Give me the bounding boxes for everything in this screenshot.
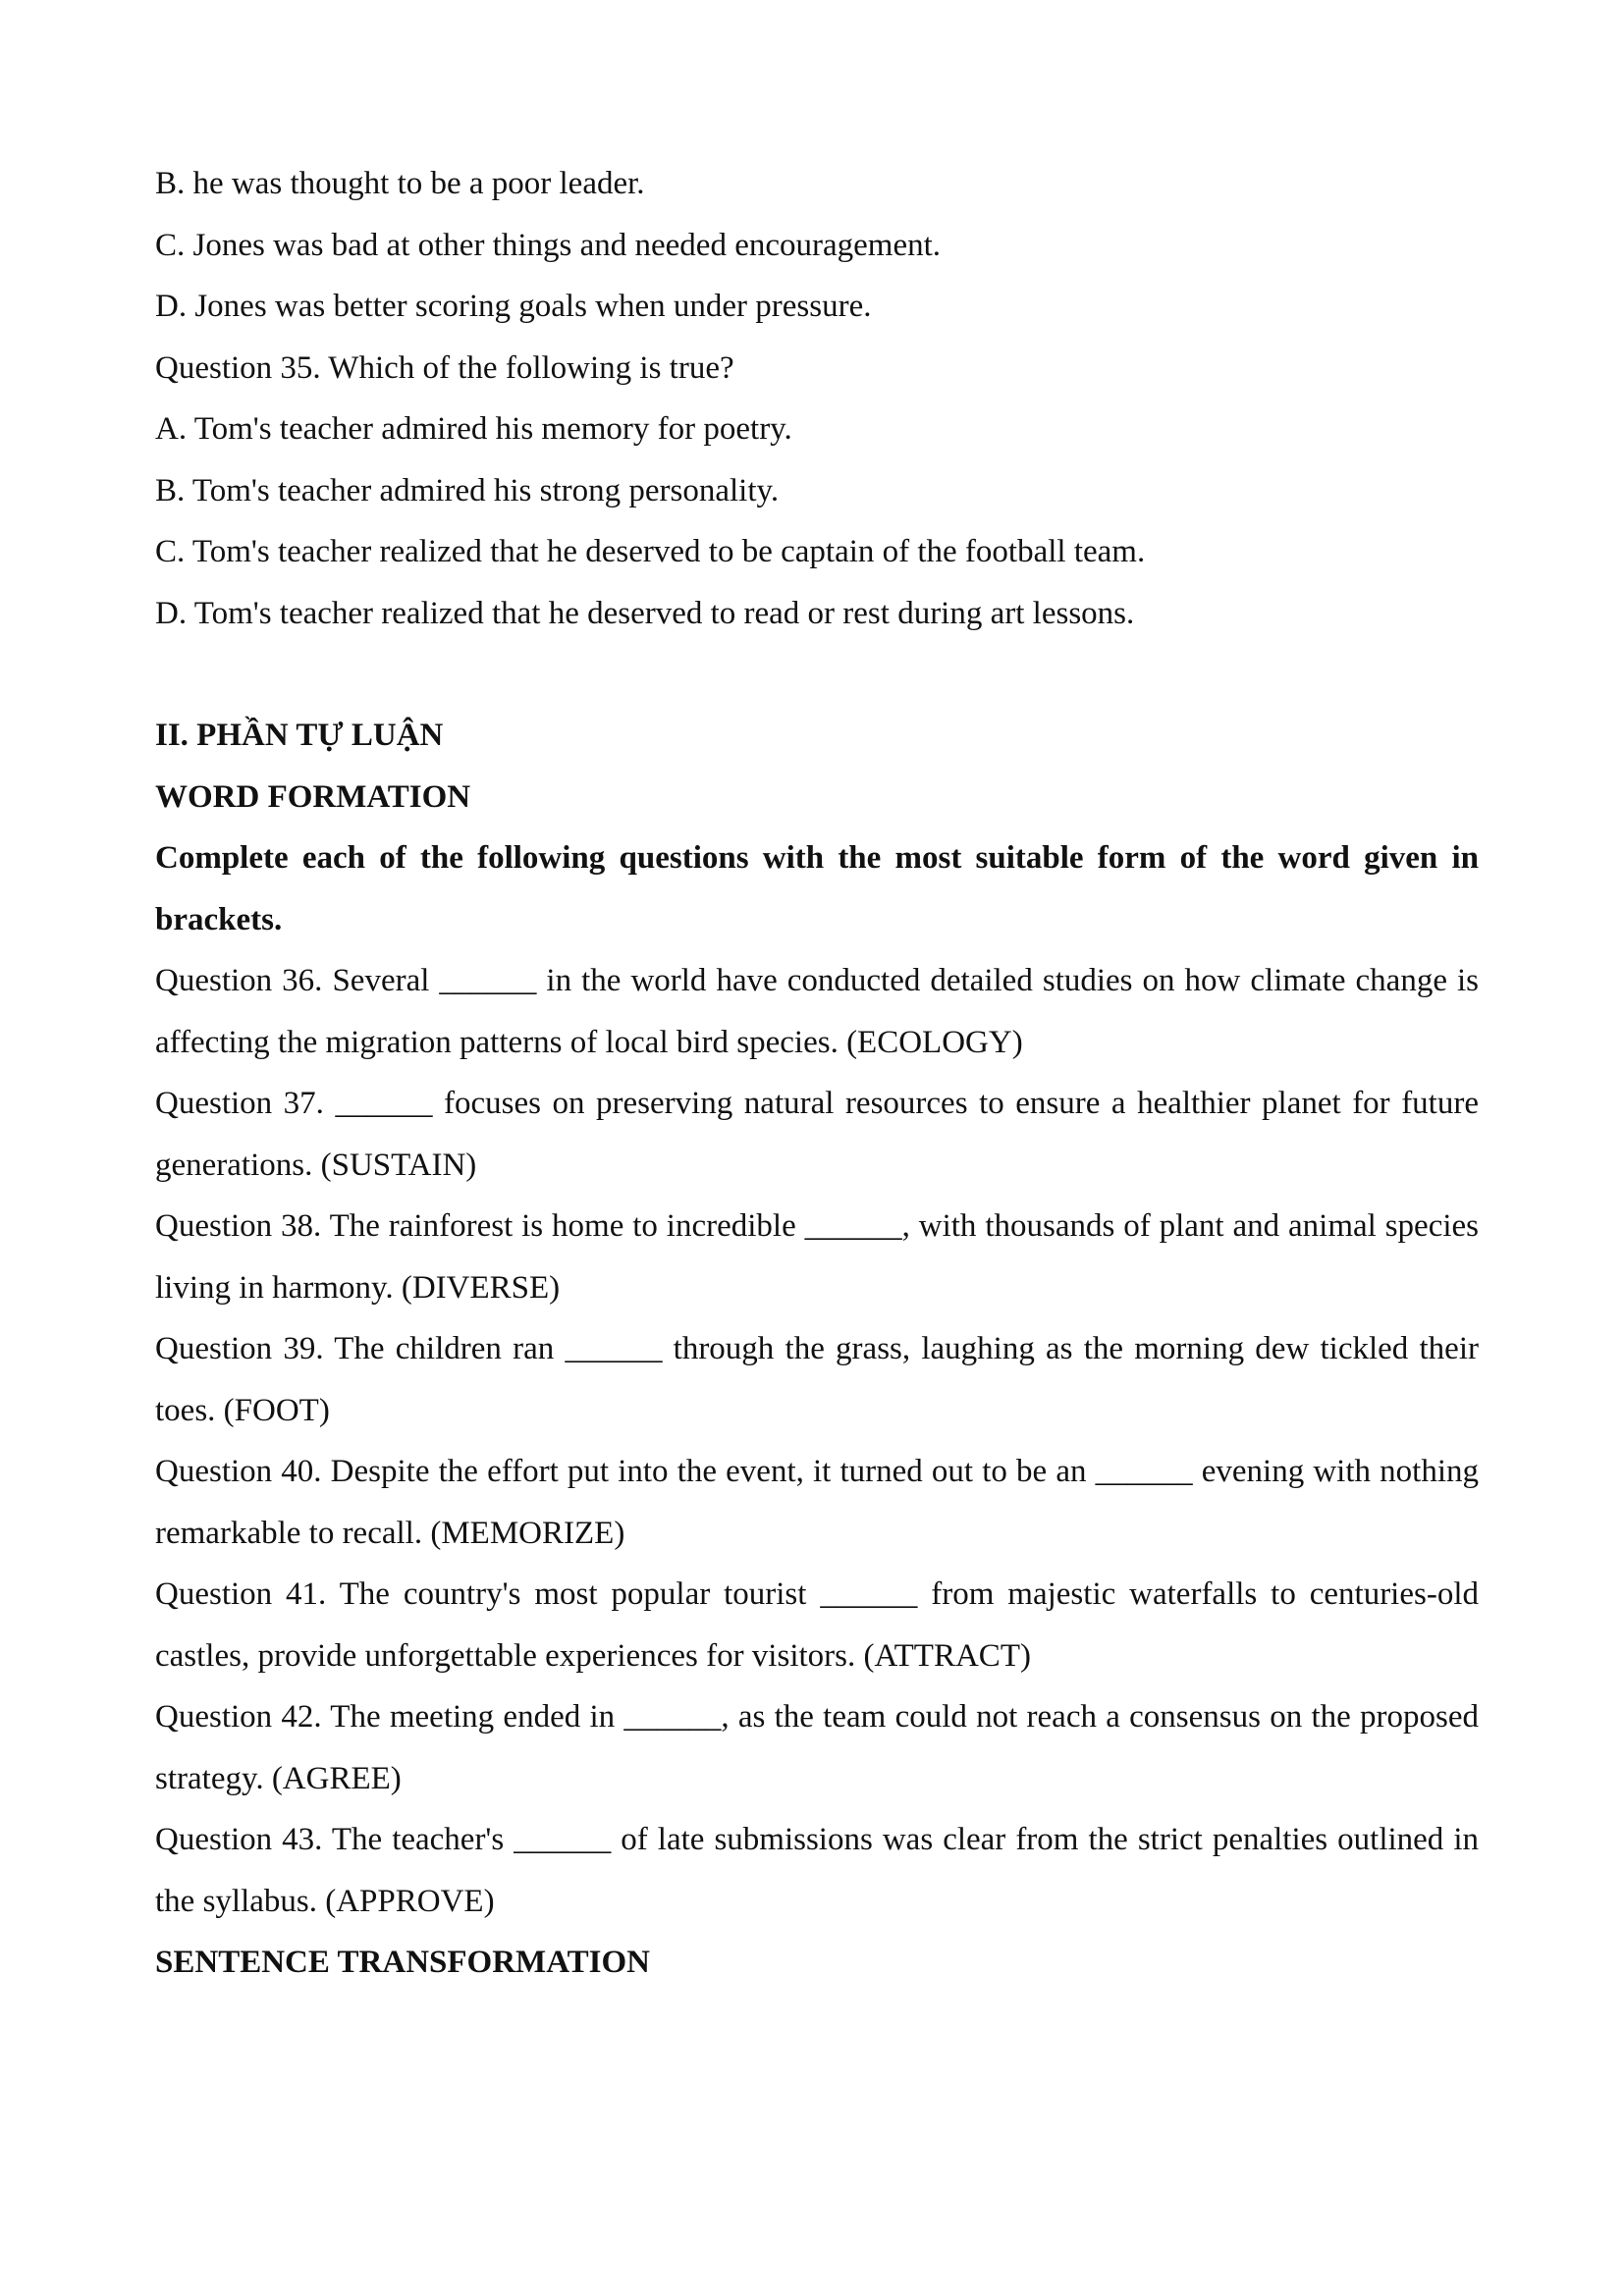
question-38: Question 38. The rainforest is home to incredible ______, with thousands of plant and animal species living in harmony. (DIVERSE) xyxy=(155,1208,1479,1306)
question-43: Question 43. The teacher's ______ of late submissions was clear from the strict penalties outlined in the syllabus. (APPROVE) xyxy=(155,1822,1479,1919)
question-37: Question 37. ______ focuses on preserving natural resources to ensure a healthier planet for future generations. (SUSTAIN) xyxy=(155,1086,1479,1183)
question-40: Question 40. Despite the effort put into the event, it turned out to be an ______ evening with nothing remarkable to recall. (MEMORIZE) xyxy=(155,1454,1479,1551)
question-36: Question 36. Several ______ in the world have conducted detailed studies on how climate change is affecting the migration patterns of local bird species. (ECOLOGY) xyxy=(155,963,1479,1060)
word-formation-instruction: Complete each of the following questions with the most suitable form of the word given in brackets. xyxy=(155,840,1479,937)
q35-option-b: B. Tom's teacher admired his strong personality. xyxy=(155,472,780,508)
q34-option-d: D. Jones was better scoring goals when under pressure. xyxy=(155,289,872,324)
question-39: Question 39. The children ran ______ through the grass, laughing as the morning dew tickled their toes. (FOOT) xyxy=(155,1331,1479,1428)
document-page xyxy=(155,153,1479,1994)
word-formation-heading: WORD FORMATION xyxy=(155,778,471,815)
sentence-transformation-heading: SENTENCE TRANSFORMATION xyxy=(155,1945,650,1980)
section-spacer xyxy=(155,644,1479,705)
q35-option-c: C. Tom's teacher realized that he deserved to be captain of the football team. xyxy=(155,534,1146,569)
q34-option-c: C. Jones was bad at other things and needed encouragement. xyxy=(155,227,942,263)
q34-option-b: B. he was thought to be a poor leader. xyxy=(155,166,645,201)
q35-option-d: D. Tom's teacher realized that he deserved to read or rest during art lessons. xyxy=(155,595,1135,631)
q35-option-a: A. Tom's teacher admired his memory for poetry. xyxy=(155,411,792,447)
q35-stem: Question 35. Which of the following is true? xyxy=(155,349,734,386)
question-41: Question 41. The country's most popular tourist ______ from majestic waterfalls to centuries-old castles, provide unforgettable experiences for visitors. (ATTRACT) xyxy=(155,1576,1479,1674)
section-title: II. PHẦN TỰ LUẬN xyxy=(155,718,444,753)
question-42: Question 42. The meeting ended in ______, as the team could not reach a consensus on the proposed strategy. (AGREE) xyxy=(155,1699,1479,1796)
